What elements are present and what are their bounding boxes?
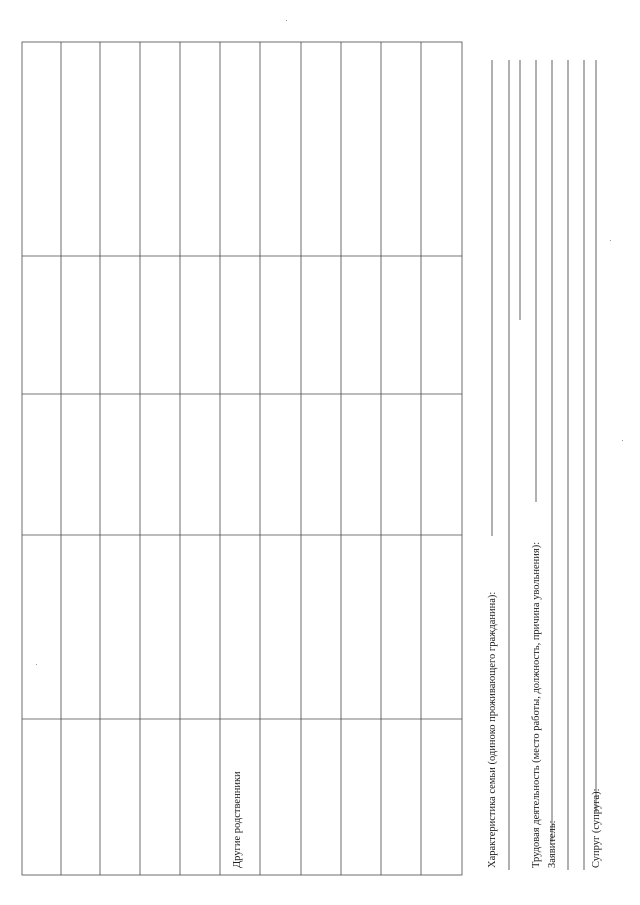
scan-speck [36,664,37,665]
spouse-label: Супруг (супруга): [591,788,602,868]
table-frame [22,42,462,875]
row-label-other-relatives: Другие родственники [232,771,243,868]
applicant-label: Заявитель: [547,820,558,868]
scan-speck [286,20,287,21]
work-activity-label: Трудовая деятельность (место работы, должность, причина увольнения): [531,541,542,868]
scan-speck [622,440,623,441]
scan-speck [610,240,611,241]
family-characteristic-label: Характеристика семьи (одиноко проживающего гражданина): [487,591,498,868]
